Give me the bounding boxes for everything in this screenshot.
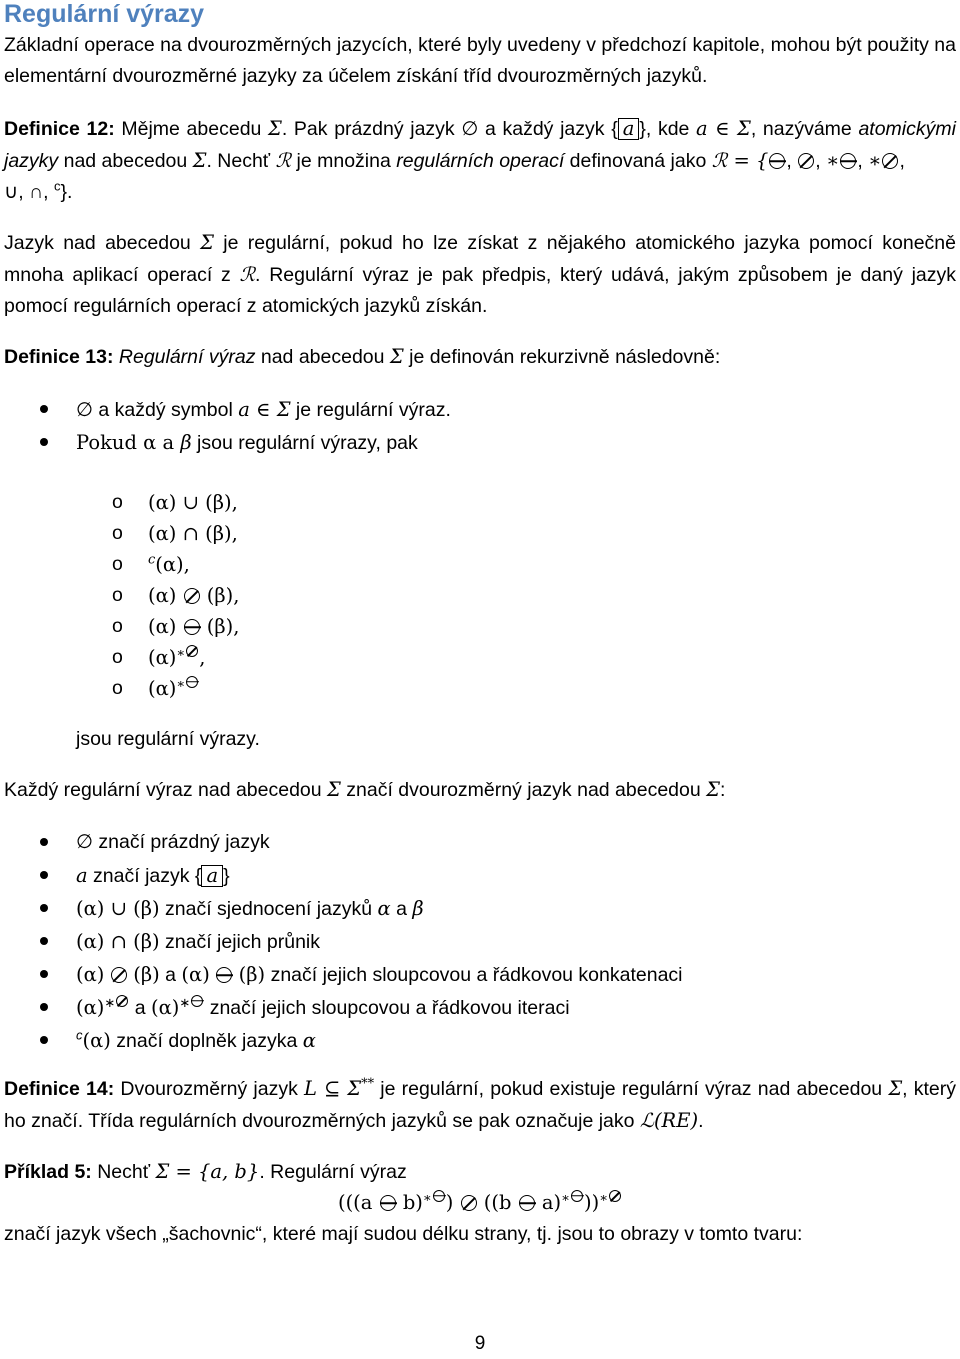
list-item: Pokud α a β jsou regulární výrazy, pak (40, 426, 940, 459)
regex-operations-list (112, 487, 712, 704)
definition-13-list (40, 393, 940, 459)
list-item: o (α)∗ , (112, 645, 206, 669)
example-5: Příklad 5: Nechť Σ = {a, b}. Regulární výraz (4, 1160, 407, 1183)
row-iteration-icon (186, 676, 198, 688)
list-item: $^c$(α) značí doplněk jazyka α (40, 1024, 940, 1057)
definition-13: Definice 13: Regulární výraz nad abecedou Σ je definován rekurzivně následovně: (4, 345, 721, 368)
row-concat-icon (380, 1195, 396, 1211)
list-item: o (α) (β), (112, 615, 240, 638)
column-iteration-icon (186, 645, 198, 657)
atomic-box: a (618, 118, 640, 140)
atomic-box: a (201, 865, 223, 887)
list-item: o (α) (β), (112, 584, 240, 607)
column-iteration-icon (116, 995, 128, 1007)
list-item: a značí jazyk { a } (40, 859, 940, 892)
intro-paragraph: Základní operace na dvourozměrných jazycích, které byly uvedeny v předchozí kapitole, mohou být použity na elementární dvourozměrné jazyky za účelem získání tříd dvourozměrných jazyků. (4, 34, 956, 87)
row-iteration-icon (433, 1190, 445, 1202)
row-iteration-icon (571, 1190, 583, 1202)
column-iteration-icon (609, 1190, 621, 1202)
row-concat-icon (216, 967, 232, 983)
list-item: (α)∗ a (α)∗ značí jejich sloupcovou a řádkovou iteraci (40, 991, 940, 1024)
definition-13-end: jsou regulární výrazy. (76, 728, 260, 750)
list-item: ∅ a každý symbol a ∈ Σ je regulární výraz. (40, 393, 940, 426)
column-concat-icon (798, 153, 814, 169)
meaning-list (40, 826, 940, 1057)
example-formula: (((a b)∗ ) ((b a)∗ ))∗ (0, 1187, 960, 1218)
row-iteration-icon (840, 153, 856, 169)
row-concat-icon (519, 1195, 535, 1211)
list-item: o (α)∗ (112, 673, 712, 704)
paragraph-meaning: Každý regulární výraz nad abecedou Σ značí dvourozměrný jazyk nad abecedou Σ: (4, 778, 726, 801)
list-item: o (α) ∩ (β), (112, 522, 238, 545)
column-iteration-icon (882, 153, 898, 169)
list-item: (α) ∪ (β) značí sjednocení jazyků α a β (40, 892, 940, 925)
row-iteration-icon (191, 995, 203, 1007)
list-item: (α) ∩ (β) značí jejich průnik (40, 925, 940, 958)
column-concat-icon (184, 588, 200, 604)
example-5-end: značí jazyk všech „šachovnic“, které mají sudou délku strany, tj. jsou to obrazy v tomto tvaru: (4, 1223, 803, 1245)
definition-14: Definice 14: Dvourozměrný jazyk L ⊆ Σ** je regulární, pokud existuje regulární výraz nad abecedou Σ, který ho značí. Třída regulárních dvourozměrných jazyků se pak označuje jako ℒ(RE). (4, 1076, 957, 1132)
list-item: o (α) ∪ (β), (112, 491, 238, 514)
section-title: Regulární výrazy (4, 0, 205, 28)
list-item: o $^c$(α), (112, 552, 190, 576)
list-item: ∅ značí prázdný jazyk (40, 826, 940, 859)
row-concat-icon (769, 153, 785, 169)
row-concat-icon (184, 619, 200, 635)
column-concat-icon (111, 967, 127, 983)
column-concat-icon (461, 1195, 477, 1211)
list-item: (α) (β) a (α) (β) značí jejich sloupcovou a řádkovou konkatenaci (40, 958, 940, 991)
page-number: 9 (474, 1333, 486, 1354)
paragraph-regular-languages: Jazyk nad abecedou Σ je regulární, pokud ho lze získat z nějakého atomického jazyka pomocí konečně mnoha aplikací operací z ℛ. Regulární výraz je pak předpis, který udává, jakým způsobem je daný jazyk pomocí regulárních operací z atomických jazyků získán. (4, 231, 956, 317)
definition-12: Definice 12: Mějme abecedu Σ. Pak prázdný jazyk ∅ a každý jazyk { a }, kde a ∈ Σ, nazýváme atomickými jazyky nad abecedou Σ. Nechť ℛ je množina regulárních operací definovaná jako ℛ = { , , ∗ , ∗ , ∪, ∩, $^c$}. (4, 117, 956, 203)
